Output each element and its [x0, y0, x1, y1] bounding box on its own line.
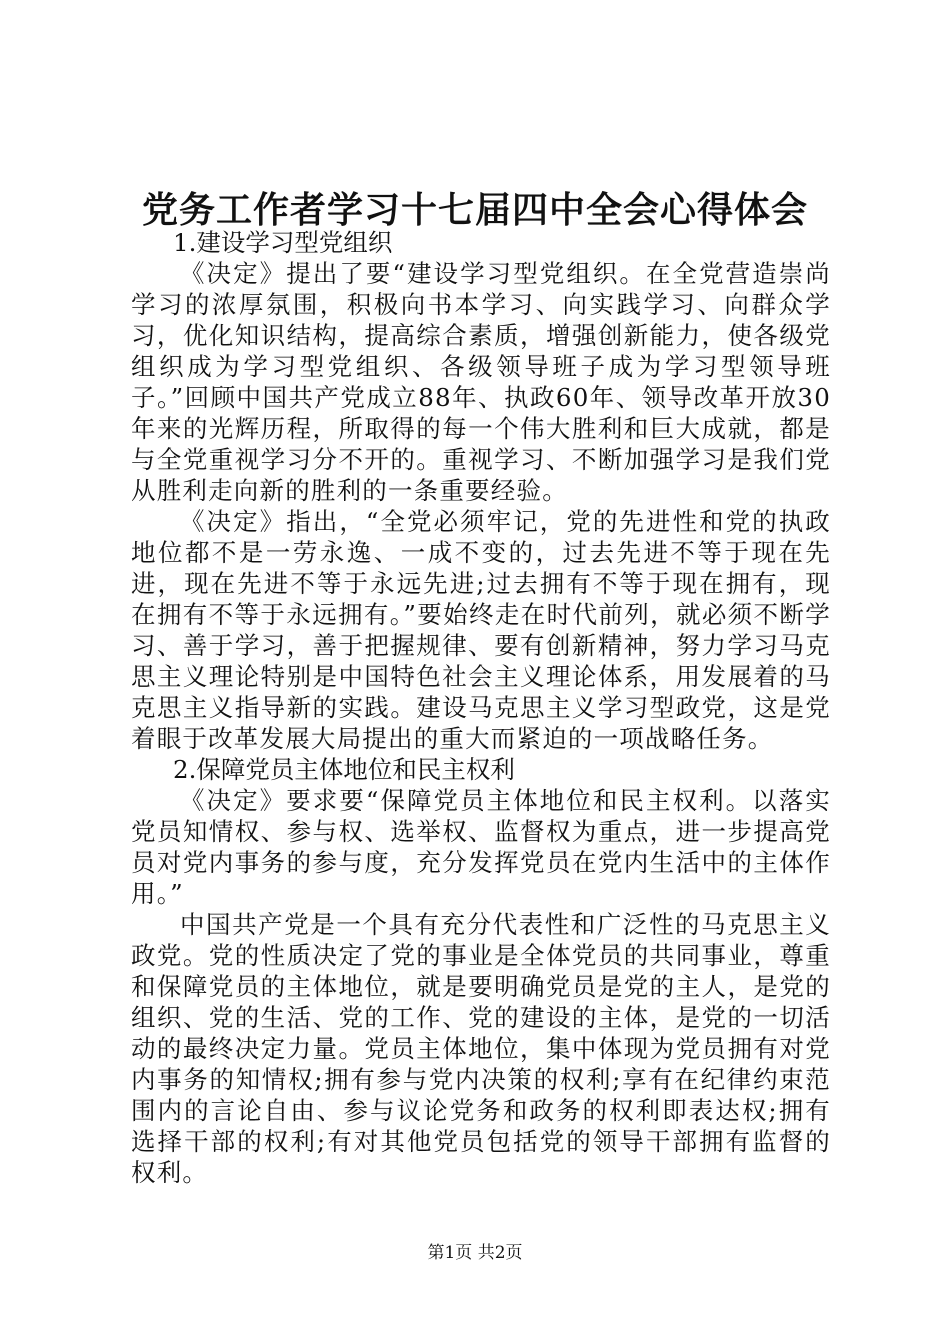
- document-body: [131, 227, 831, 1188]
- paragraph: 《决定》要求要“保障党员主体地位和民主权利。以落实党员知情权、参与权、选举权、监督权为重点，进一步提高党员对党内事务的参与度，充分发挥党员在党内生活中的主体作用。”: [131, 786, 831, 908]
- paragraph: 中国共产党是一个具有充分代表性和广泛性的马克思主义政党。党的性质决定了党的事业是全体党员的共同事业，尊重和保障党员的主体地位，就是要明确党员是党的主人，是党的组织、党的生活、党的工作、党的建设的主体，是党的一切活动的最终决定力量。党员主体地位，集中体现为党员拥有对党内事务的知情权;拥有参与党内决策的权利;享有在纪律约束范围内的言论自由、参与议论党务和政务的权利即表达权;拥有选择干部的权利;有对其他党员包括党的领导干部拥有监督的权利。: [131, 910, 831, 1187]
- section-heading: 1.建设学习型党组织: [173, 228, 393, 257]
- paragraph: 《决定》指出，“全党必须牢记，党的先进性和党的执政地位都不是一劳永逸、一成不变的，过去先进不等于现在先进，现在先进不等于永远先进;过去拥有不等于现在拥有，现在拥有不等于永远拥有。”要始终走在时代前列，就必须不断学习、善于学习，善于把握规律、要有创新精神，努力学习马克思主义理论特别是中国特色社会主义理论体系，用发展着的马克思主义指导新的实践。建设马克思主义学习型政党，这是党着眼于改革发展大局提出的重大而紧迫的一项战略任务。: [131, 507, 831, 753]
- paragraph: 《决定》提出了要“建设学习型党组织。在全党营造崇尚学习的浓厚氛围，积极向书本学习、向实践学习、向群众学习，优化知识结构，提高综合素质，增强创新能力，使各级党组织成为学习型党组织、各级领导班子成为学习型领导班子。”回顾中国共产党成立88年、执政60年、领导改革开放30年来的光辉历程，所取得的每一个伟大胜利和巨大成就，都是与全党重视学习分不开的。重视学习、不断加强学习是我们党从胜利走向新的胜利的一条重要经验。: [131, 259, 831, 505]
- page-number-footer: 第1页 共2页: [427, 1243, 523, 1263]
- document-title: 党务工作者学习十七届四中全会心得体会: [141, 189, 808, 231]
- section-heading: 2.保障党员主体地位和民主权利: [173, 755, 515, 784]
